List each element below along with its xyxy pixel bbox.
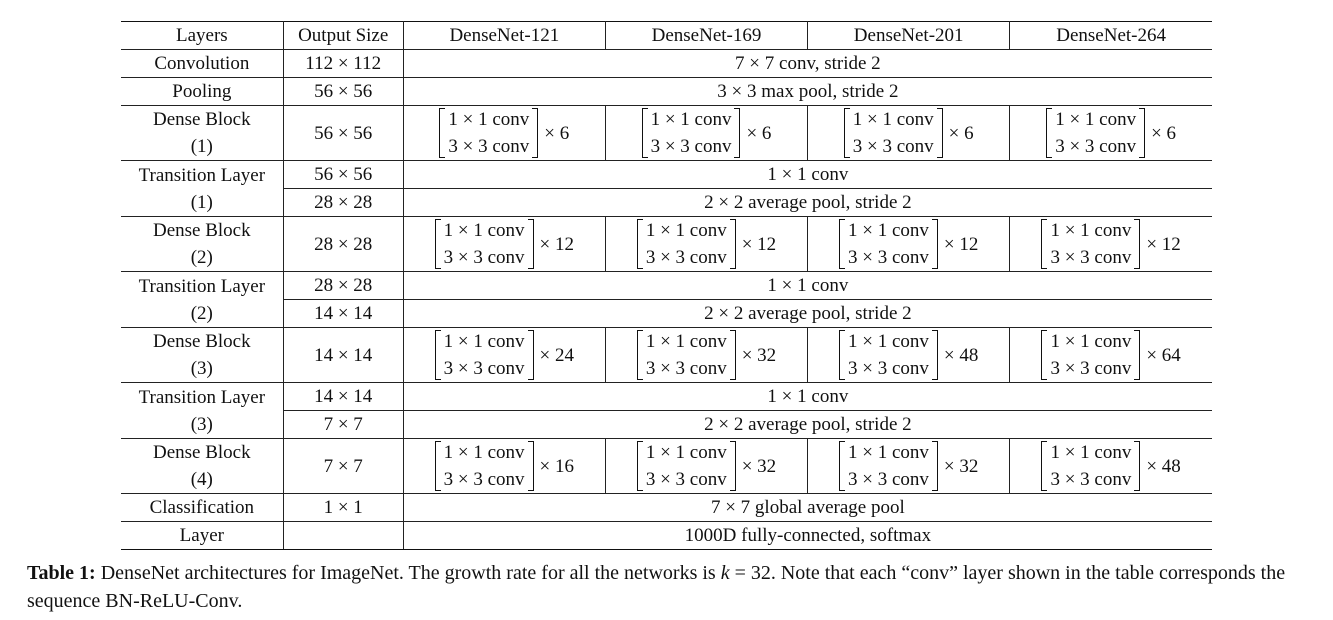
bracket-matrix: [435, 217, 534, 271]
repeat-count: × 32: [741, 455, 777, 477]
transition-row: [121, 272, 1212, 300]
layer-index: (2): [190, 302, 213, 324]
matrix-line: 1 × 1 conv: [645, 442, 727, 463]
matrix-line: 1 × 1 conv: [847, 331, 929, 352]
cell-block-config: [808, 106, 1010, 161]
header-densenet-169: DenseNet-169: [605, 22, 807, 50]
cell-block-config: [808, 439, 1010, 494]
bracket-matrix: [839, 439, 938, 493]
matrix-line: 3 × 3 conv: [443, 469, 525, 490]
matrix-line: 1 × 1 conv: [847, 442, 929, 463]
cell-desc: 1 × 1 conv: [403, 161, 1212, 189]
cell-layer: [121, 439, 283, 494]
cell-size: 7 × 7: [283, 439, 403, 494]
bracket-matrix: [642, 106, 741, 160]
cell-size: 56 × 56: [283, 161, 403, 189]
cell-desc: 3 × 3 max pool, stride 2: [403, 78, 1212, 106]
block-config: [1041, 439, 1180, 493]
cell-desc: 7 × 7 global average pool: [403, 494, 1212, 522]
table-body: [121, 22, 1212, 550]
layer-name: Transition Layer: [138, 164, 266, 186]
cell-block-config: [1010, 106, 1212, 161]
cell-layer: Layer: [121, 522, 283, 550]
bracket-matrix: [839, 328, 938, 382]
block-config: [637, 439, 776, 493]
matrix-line: 3 × 3 conv: [448, 136, 530, 157]
header-densenet-121: DenseNet-121: [403, 22, 605, 50]
cell-block-config: [605, 328, 807, 383]
repeat-count: × 12: [539, 233, 575, 255]
cell-desc: 2 × 2 average pool, stride 2: [403, 300, 1212, 328]
classification-row: [121, 522, 1212, 550]
matrix-line: 3 × 3 conv: [645, 358, 727, 379]
matrix-line: 3 × 3 conv: [1055, 136, 1137, 157]
architecture-table: [121, 21, 1212, 550]
matrix-line: 3 × 3 conv: [443, 247, 525, 268]
repeat-count: × 32: [741, 344, 777, 366]
bracket-matrix: [1041, 328, 1140, 382]
cell-desc: 1 × 1 conv: [403, 272, 1212, 300]
dense-block-row: [121, 439, 1212, 494]
cell-desc: 2 × 2 average pool, stride 2: [403, 411, 1212, 439]
matrix-line: 3 × 3 conv: [645, 247, 727, 268]
cell-desc: 1 × 1 conv: [403, 383, 1212, 411]
cell-block-config: [1010, 439, 1212, 494]
matrix-line: 1 × 1 conv: [852, 109, 934, 130]
repeat-count: × 12: [1146, 233, 1181, 255]
cell-layer: Pooling: [121, 78, 283, 106]
cell-size: 56 × 56: [283, 78, 403, 106]
matrix-line: 1 × 1 conv: [1050, 442, 1132, 463]
layer-name: Dense Block: [153, 109, 251, 130]
header-densenet-264: DenseNet-264: [1010, 22, 1212, 50]
cell-size: 1 × 1: [283, 494, 403, 522]
cell-block-config: [1010, 217, 1212, 272]
repeat-count: × 24: [539, 344, 575, 366]
matrix-line: 1 × 1 conv: [443, 331, 525, 352]
dense-block-row: [121, 328, 1212, 383]
caption-text-b: = 32. Note that each “conv” layer shown in the table corresponds the sequence BN-ReLU-Conv.: [27, 562, 1286, 612]
cell-block-config: [403, 106, 605, 161]
bracket-matrix: [435, 439, 534, 493]
cell-size: 28 × 28: [283, 217, 403, 272]
matrix-line: 3 × 3 conv: [847, 358, 929, 379]
bracket-matrix: [435, 328, 534, 382]
matrix-line: 1 × 1 conv: [1055, 109, 1137, 130]
repeat-count: × 6: [544, 122, 570, 144]
cell-size: 14 × 14: [283, 328, 403, 383]
transition-row: [121, 411, 1212, 439]
repeat-count: × 12: [741, 233, 777, 255]
dense-block-row: [121, 217, 1212, 272]
matrix-line: 3 × 3 conv: [1050, 358, 1132, 379]
cell-block-config: [403, 328, 605, 383]
matrix-line: 1 × 1 conv: [448, 109, 530, 130]
cell-block-config: [403, 439, 605, 494]
dense-block-row: [121, 106, 1212, 161]
repeat-count: × 48: [1146, 455, 1181, 477]
transition-row: [121, 189, 1212, 217]
matrix-line: 1 × 1 conv: [1050, 220, 1132, 241]
classification-row: [121, 494, 1212, 522]
repeat-count: × 12: [943, 233, 979, 255]
matrix-line: 1 × 1 conv: [1050, 331, 1132, 352]
cell-layer: [121, 328, 283, 383]
block-config: [839, 217, 978, 271]
bracket-matrix: [1041, 217, 1140, 271]
cell-size: [283, 522, 403, 550]
layer-index: (1): [190, 191, 213, 213]
layer-index: (3): [190, 413, 213, 435]
cell-size: 28 × 28: [283, 189, 403, 217]
cell-desc: 7 × 7 conv, stride 2: [403, 50, 1212, 78]
bracket-matrix: [439, 106, 538, 160]
cell-size: 28 × 28: [283, 272, 403, 300]
matrix-line: 3 × 3 conv: [443, 358, 525, 379]
matrix-line: 1 × 1 conv: [645, 220, 727, 241]
block-config: [637, 217, 776, 271]
cell-desc: 1000D fully-connected, softmax: [403, 522, 1212, 550]
cell-layer: [121, 272, 283, 328]
cell-size: 7 × 7: [283, 411, 403, 439]
repeat-count: × 6: [1151, 122, 1177, 144]
matrix-line: 3 × 3 conv: [645, 469, 727, 490]
block-config: [1041, 217, 1180, 271]
matrix-line: 1 × 1 conv: [645, 331, 727, 352]
layer-name: Dense Block: [153, 442, 251, 463]
cell-size: 112 × 112: [283, 50, 403, 78]
cell-size: 56 × 56: [283, 106, 403, 161]
caption-text-a: DenseNet architectures for ImageNet. The growth rate for all the networks is: [95, 562, 721, 584]
cell-layer: [121, 383, 283, 439]
repeat-count: × 32: [943, 455, 979, 477]
layer-index: (2): [190, 247, 213, 268]
matrix-line: 3 × 3 conv: [1050, 247, 1132, 268]
block-config: [844, 106, 974, 160]
layer-index: (3): [190, 358, 213, 379]
matrix-line: 3 × 3 conv: [847, 247, 929, 268]
repeat-count: × 64: [1146, 344, 1181, 366]
matrix-line: 1 × 1 conv: [443, 442, 525, 463]
bracket-matrix: [637, 217, 736, 271]
repeat-count: × 48: [943, 344, 979, 366]
repeat-count: × 16: [539, 455, 575, 477]
matrix-line: 1 × 1 conv: [847, 220, 929, 241]
table-caption: [27, 559, 1317, 615]
block-config: [642, 106, 772, 160]
block-config: [839, 328, 978, 382]
cell-block-config: [605, 106, 807, 161]
bracket-matrix: [637, 328, 736, 382]
header-layers: Layers: [121, 22, 283, 50]
transition-row: [121, 383, 1212, 411]
block-config: [439, 106, 569, 160]
block-config: [839, 439, 978, 493]
matrix-line: 1 × 1 conv: [443, 220, 525, 241]
matrix-line: 3 × 3 conv: [650, 136, 732, 157]
caption-label: Table 1:: [27, 562, 96, 584]
cell-layer: Classification: [121, 494, 283, 522]
layer-name: Transition Layer: [138, 386, 266, 408]
cell-block-config: [605, 217, 807, 272]
block-config: [435, 217, 574, 271]
cell-block-config: [1010, 328, 1212, 383]
matrix-line: 1 × 1 conv: [650, 109, 732, 130]
caption-variable: k: [720, 562, 730, 584]
matrix-line: 3 × 3 conv: [852, 136, 934, 157]
layer-name: Dense Block: [153, 220, 251, 241]
bracket-matrix: [844, 106, 943, 160]
cell-block-config: [403, 217, 605, 272]
header-output-size: Output Size: [283, 22, 403, 50]
repeat-count: × 6: [948, 122, 974, 144]
header-densenet-201: DenseNet-201: [808, 22, 1010, 50]
cell-size: 14 × 14: [283, 300, 403, 328]
matrix-line: 3 × 3 conv: [1050, 469, 1132, 490]
bracket-matrix: [1046, 106, 1145, 160]
layer-index: (4): [190, 469, 213, 490]
block-config: [1046, 106, 1176, 160]
cell-block-config: [605, 439, 807, 494]
cell-layer: [121, 217, 283, 272]
bracket-matrix: [839, 217, 938, 271]
cell-block-config: [808, 217, 1010, 272]
bracket-matrix: [1041, 439, 1140, 493]
cell-desc: 2 × 2 average pool, stride 2: [403, 189, 1212, 217]
repeat-count: × 6: [746, 122, 772, 144]
transition-row: [121, 300, 1212, 328]
layer-name: Dense Block: [153, 331, 251, 352]
block-config: [637, 328, 776, 382]
block-config: [1041, 328, 1180, 382]
block-config: [435, 439, 574, 493]
matrix-line: 3 × 3 conv: [847, 469, 929, 490]
cell-layer: [121, 106, 283, 161]
layer-name: Transition Layer: [138, 275, 266, 297]
cell-block-config: [808, 328, 1010, 383]
header-row: [121, 22, 1212, 50]
transition-row: [121, 161, 1212, 189]
cell-size: 14 × 14: [283, 383, 403, 411]
cell-layer: [121, 161, 283, 217]
table-row: [121, 50, 1212, 78]
table-row: [121, 78, 1212, 106]
block-config: [435, 328, 574, 382]
bracket-matrix: [637, 439, 736, 493]
cell-layer: Convolution: [121, 50, 283, 78]
layer-index: (1): [190, 136, 213, 157]
